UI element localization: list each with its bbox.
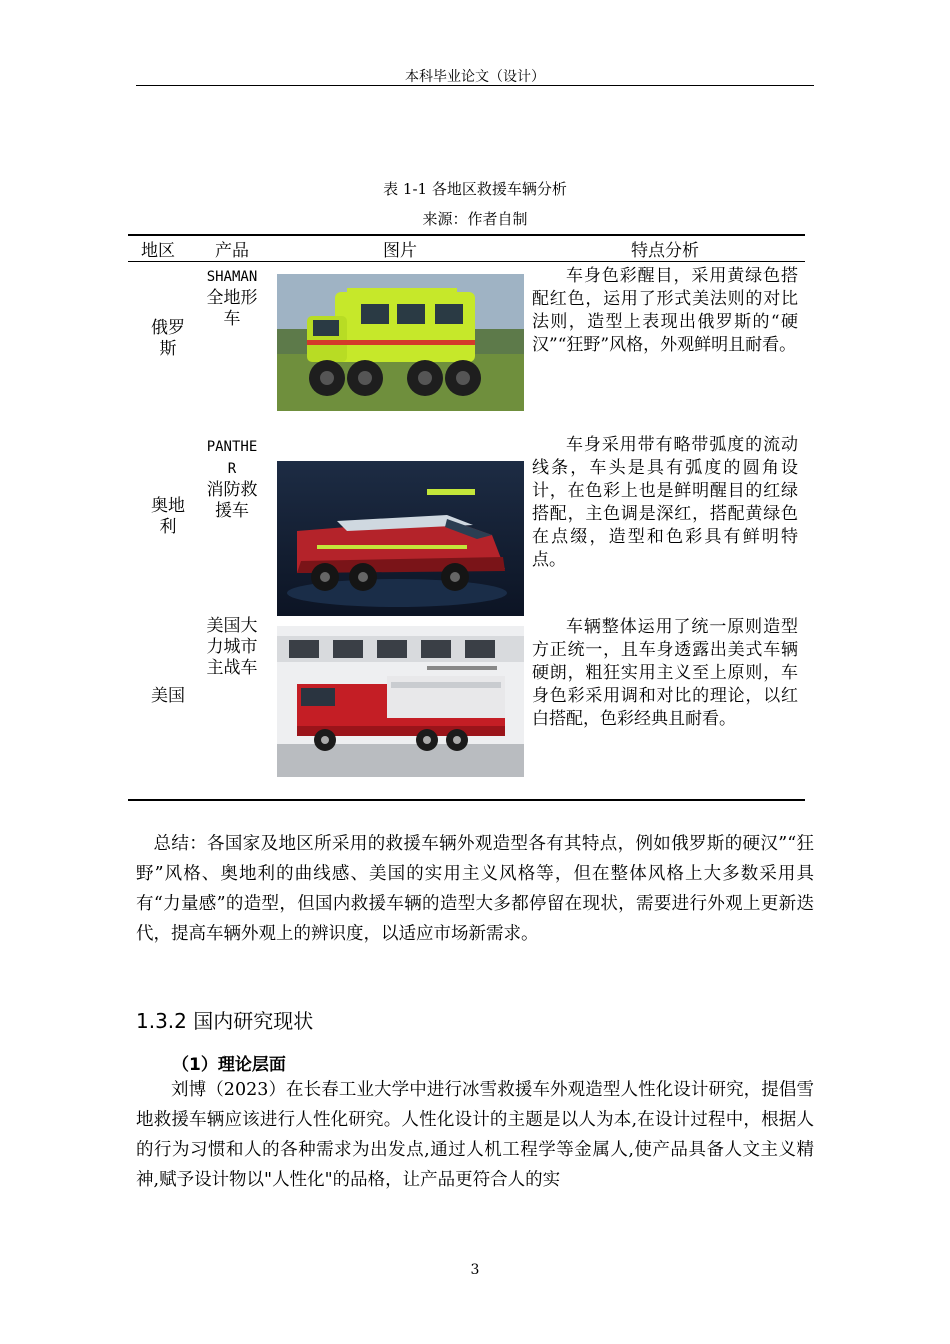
vehicle-photo-russia xyxy=(277,274,524,411)
product-en-name: PANTHER xyxy=(206,439,258,477)
table-row-analysis: 车身采用带有略带弧度的流动线条，车头是具有弧度的圆角设计，在色彩上也是鲜明醒目的红绿搭配，主色调是深红，搭配黄绿色在点缀，造型和色彩具有鲜明特点。 xyxy=(532,435,798,570)
summary-paragraph: 总结：各国家及地区所采用的救援车辆外观造型各有其特点，例如俄罗斯的硬汉”“狂野”风格、奥地利的曲线感、美国的实用主义风格等，但在整体风格上大多数采用具有“力量感”的造型，但国内救援车辆的造型大多都停留在现状，需要进行外观上更新迭代，提高车辆外观上的辨识度，以适应市场新需求。 xyxy=(136,834,814,944)
table-row-analysis: 车身色彩醒目，采用黄绿色搭配红色，运用了形式美法则的对比法则，造型上表现出俄罗斯的“硬汉”“狂野”风格，外观鲜明且耐看。 xyxy=(532,266,798,355)
subsection-heading: （1）理论层面 xyxy=(172,1055,286,1075)
product-en-name: SHAMAN xyxy=(206,269,258,285)
table-row-product xyxy=(204,436,260,522)
table-row-analysis: 车辆整体运用了统一原则造型方正统一，且车身透露出美式车辆硬朗，粗狂实用主义至上原则，车身色彩采用调和对比的理论，以红白搭配，色彩经典且耐看。 xyxy=(532,617,798,729)
vehicle-photo-usa xyxy=(277,626,524,777)
table-row-region: 美国 xyxy=(151,686,185,706)
table-bottom-rule xyxy=(128,799,805,801)
table-row-product xyxy=(204,616,260,679)
column-header-product: 产品 xyxy=(215,241,249,261)
product-cn-name: 美国大力城市主战车 xyxy=(206,616,258,678)
column-header-analysis: 特点分析 xyxy=(631,241,699,261)
body-paragraph: 刘博（2023）在长春工业大学中进行冰雪救援车外观造型人性化设计研究，提倡雪地救援车辆应该进行人性化研究。人性化设计的主题是以人为本,在设计过程中，根据人的行为习惯和人的各种需求为出发点,通过人机工程学等金属人,使产品具备人文主义精神,赋予设计物以"人性化"的品格，让产品更符合人的实 xyxy=(136,1080,814,1190)
table-source: 来源：作者自制 xyxy=(422,210,528,228)
product-cn-name: 全地形车 xyxy=(206,288,258,329)
table-header-rule xyxy=(128,261,805,262)
page-number: 3 xyxy=(470,1262,480,1278)
table-row-region: 奥地利 xyxy=(151,496,185,537)
running-header: 本科毕业论文（设计） xyxy=(405,69,545,85)
product-cn-name: 消防救援车 xyxy=(206,480,258,521)
table-caption: 表 1-1 各地区救援车辆分析 xyxy=(383,180,567,198)
column-header-region: 地区 xyxy=(141,241,175,261)
section-heading: 1.3.2 国内研究现状 xyxy=(136,1009,314,1033)
table-row-region: 俄罗斯 xyxy=(151,318,185,359)
table-row-product xyxy=(204,266,260,330)
column-header-image: 图片 xyxy=(383,241,417,261)
header-rule xyxy=(136,85,814,86)
vehicle-photo-austria xyxy=(277,461,524,616)
